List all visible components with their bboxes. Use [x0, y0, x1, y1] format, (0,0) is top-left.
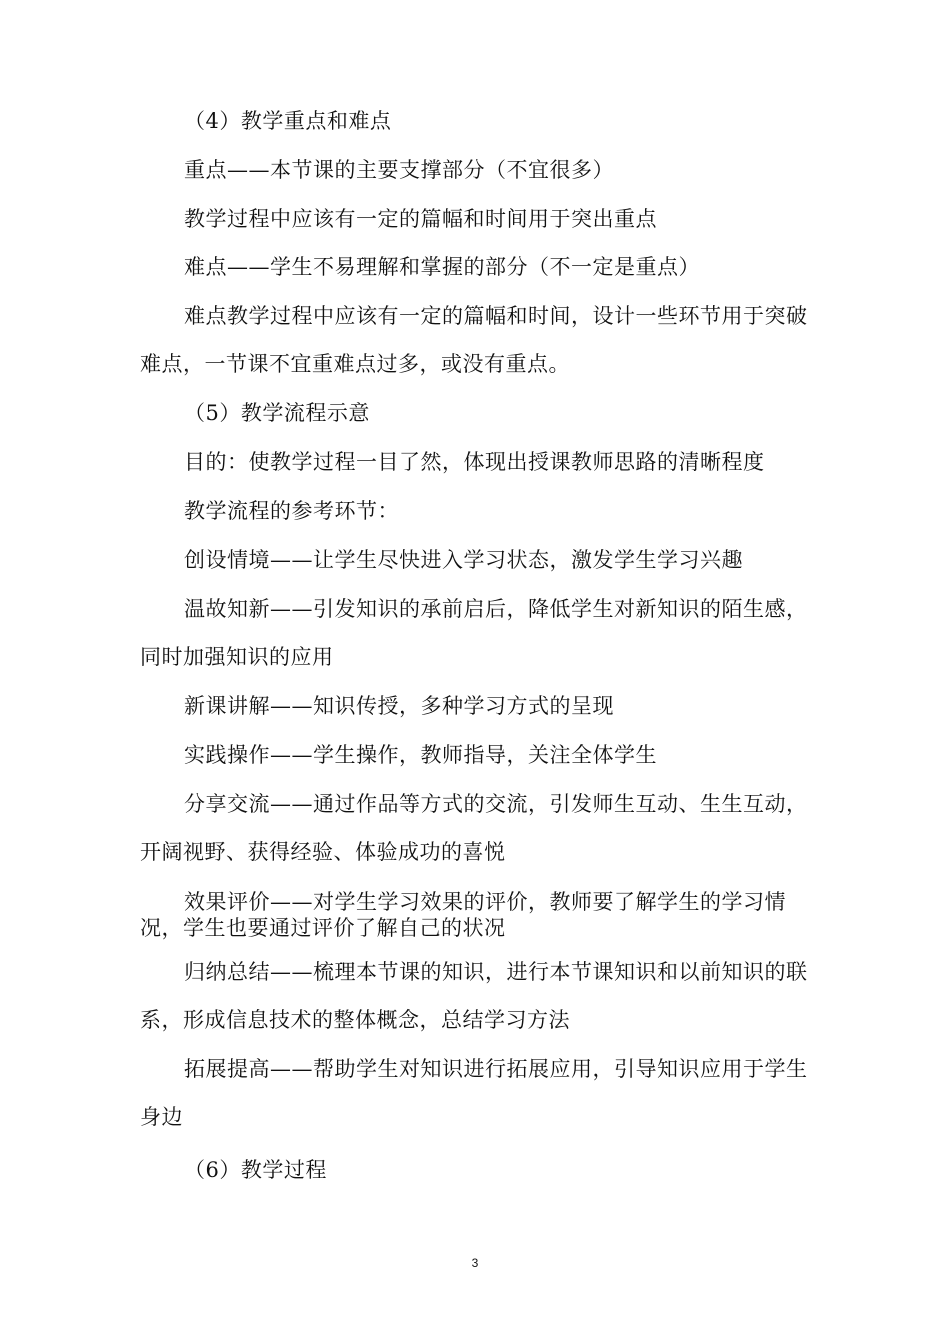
paragraph-flow-purpose: 目的：使教学过程一目了然，体现出授课教师思路的清晰程度 — [184, 450, 765, 474]
heading-teaching-process: （6）教学过程 — [184, 1158, 327, 1182]
paragraph-step-extension: 拓展提高——帮助学生对知识进行拓展应用，引导知识应用于学生身边 — [140, 1057, 808, 1129]
paragraph-step-new-lesson: 新课讲解——知识传授，多种学习方式的呈现 — [184, 694, 614, 718]
heading-teaching-flow: （5）教学流程示意 — [184, 401, 370, 425]
paragraph-key-point-note: 教学过程中应该有一定的篇幅和时间用于突出重点 — [184, 207, 657, 231]
paragraph-step-evaluation: 效果评价——对学生学习效果的评价，教师要了解学生的学习情况，学生也要通过评价了解自己的状况 — [140, 890, 786, 940]
paragraph-key-point-definition: 重点——本节课的主要支撑部分（不宜很多） — [184, 158, 614, 182]
page-number: 3 — [471, 1256, 479, 1270]
paragraph-step-scenario: 创设情境——让学生尽快进入学习状态，激发学生学习兴趣 — [184, 548, 743, 572]
paragraph-difficulty-definition: 难点——学生不易理解和掌握的部分（不一定是重点） — [184, 255, 700, 279]
paragraph-step-sharing: 分享交流——通过作品等方式的交流，引发师生互动、生生互动，开阔视野、获得经验、体验成功的喜悦 — [140, 792, 808, 864]
paragraph-step-summary: 归纳总结——梳理本节课的知识，进行本节课知识和以前知识的联系，形成信息技术的整体概念，总结学习方法 — [140, 960, 808, 1032]
paragraph-step-review: 温故知新——引发知识的承前启后，降低学生对新知识的陌生感，同时加强知识的应用 — [140, 597, 808, 669]
paragraph-flow-steps-title: 教学流程的参考环节： — [184, 499, 399, 523]
paragraph-difficulty-note: 难点教学过程中应该有一定的篇幅和时间，设计一些环节用于突破难点，一节课不宜重难点过多，或没有重点。 — [140, 304, 808, 376]
paragraph-step-practice: 实践操作——学生操作，教师指导，关注全体学生 — [184, 743, 657, 767]
heading-key-points: （4）教学重点和难点 — [184, 109, 392, 133]
